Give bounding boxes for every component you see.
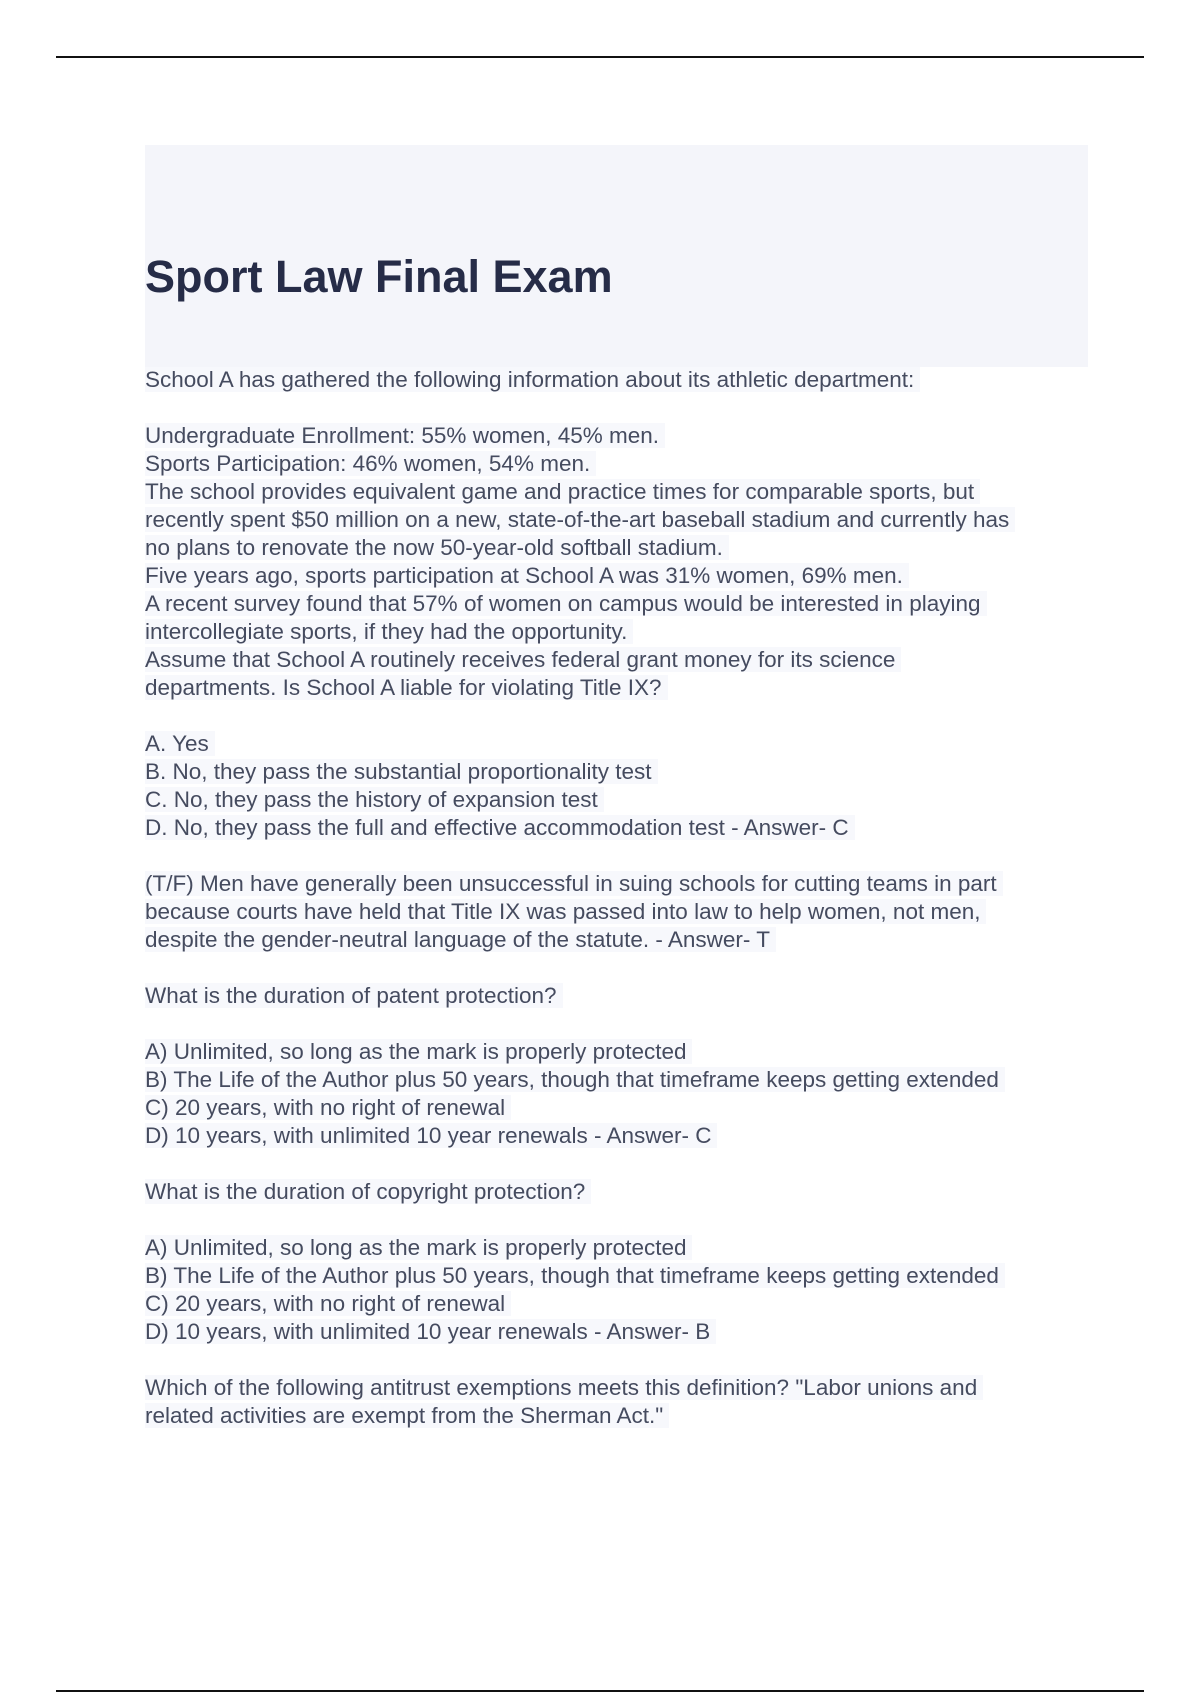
text-line-content: C. No, they pass the history of expansion test <box>145 787 604 812</box>
text-line-content: no plans to renovate the now 50-year-old softball stadium. <box>145 535 729 560</box>
text-line <box>145 1262 1095 1290</box>
text-line-content: D) 10 years, with unlimited 10 year renewals - Answer- C <box>145 1123 717 1148</box>
text-line-content: C) 20 years, with no right of renewal <box>145 1095 511 1120</box>
text-line-content: because courts have held that Title IX was passed into law to help women, not men, <box>145 899 986 924</box>
text-line-content: C) 20 years, with no right of renewal <box>145 1291 511 1316</box>
text-line <box>145 366 1095 394</box>
text-line-content: A recent survey found that 57% of women on campus would be interested in playing <box>145 591 987 616</box>
text-line-content: despite the gender-neutral language of the statute. - Answer- T <box>145 927 776 952</box>
text-line-content: What is the duration of copyright protection? <box>145 1179 591 1204</box>
bottom-rule <box>56 1690 1144 1692</box>
text-line-content: Five years ago, sports participation at School A was 31% women, 69% men. <box>145 563 909 588</box>
text-line-content: B) The Life of the Author plus 50 years, though that timeframe keeps getting extended <box>145 1263 1005 1288</box>
text-line-content: Undergraduate Enrollment: 55% women, 45% men. <box>145 423 665 448</box>
text-line <box>145 674 1095 702</box>
text-line-content: recently spent $50 million on a new, state-of-the-art baseball stadium and currently has <box>145 507 1015 532</box>
text-line <box>145 590 1095 618</box>
text-line <box>145 646 1095 674</box>
text-line <box>145 506 1095 534</box>
text-line-content: (T/F) Men have generally been unsuccessful in suing schools for cutting teams in part <box>145 871 1003 896</box>
text-line-content: School A has gathered the following information about its athletic department: <box>145 367 920 392</box>
text-line <box>145 618 1095 646</box>
text-line <box>145 1094 1095 1122</box>
text-line <box>145 1066 1095 1094</box>
text-line-content: Sports Participation: 46% women, 54% men. <box>145 451 596 476</box>
text-line-content: B) The Life of the Author plus 50 years, though that timeframe keeps getting extended <box>145 1067 1005 1092</box>
text-line <box>145 1122 1095 1150</box>
paragraph-gap <box>145 954 1095 982</box>
text-line-content: departments. Is School A liable for violating Title IX? <box>145 675 668 700</box>
text-line <box>145 982 1095 1010</box>
text-line-content: intercollegiate sports, if they had the opportunity. <box>145 619 633 644</box>
text-line-content: A. Yes <box>145 731 215 756</box>
text-line <box>145 730 1095 758</box>
text-line <box>145 870 1095 898</box>
text-line <box>145 898 1095 926</box>
text-line-content: A) Unlimited, so long as the mark is properly protected <box>145 1235 692 1260</box>
text-line <box>145 758 1095 786</box>
text-line-content: D. No, they pass the full and effective accommodation test - Answer- C <box>145 815 855 840</box>
text-line <box>145 786 1095 814</box>
text-line <box>145 1178 1095 1206</box>
text-line <box>145 534 1095 562</box>
text-line-content: B. No, they pass the substantial proportionality test <box>145 759 658 784</box>
text-line <box>145 1234 1095 1262</box>
text-line <box>145 926 1095 954</box>
text-line <box>145 478 1095 506</box>
top-rule <box>56 56 1144 58</box>
text-line-content: Which of the following antitrust exemptions meets this definition? "Labor unions and <box>145 1375 983 1400</box>
text-line <box>145 814 1095 842</box>
text-line-content: related activities are exempt from the Sherman Act." <box>145 1403 669 1428</box>
paragraph-gap <box>145 1010 1095 1038</box>
page-title: Sport Law Final Exam <box>145 251 613 302</box>
text-line <box>145 1038 1095 1066</box>
text-line-content: What is the duration of patent protection? <box>145 983 563 1008</box>
document-body <box>145 366 1095 1430</box>
paragraph-gap <box>145 702 1095 730</box>
text-line <box>145 1318 1095 1346</box>
paragraph-gap <box>145 1206 1095 1234</box>
text-line-content: A) Unlimited, so long as the mark is properly protected <box>145 1039 692 1064</box>
text-line-content: D) 10 years, with unlimited 10 year renewals - Answer- B <box>145 1319 716 1344</box>
text-line <box>145 1374 1095 1402</box>
paragraph-gap <box>145 1150 1095 1178</box>
text-line-content: The school provides equivalent game and practice times for comparable sports, but <box>145 479 980 504</box>
text-line-content: Assume that School A routinely receives federal grant money for its science <box>145 647 901 672</box>
text-line <box>145 422 1095 450</box>
paragraph-gap <box>145 394 1095 422</box>
text-line <box>145 1402 1095 1430</box>
paragraph-gap <box>145 842 1095 870</box>
paragraph-gap <box>145 1346 1095 1374</box>
text-line <box>145 562 1095 590</box>
text-line <box>145 1290 1095 1318</box>
text-line <box>145 450 1095 478</box>
